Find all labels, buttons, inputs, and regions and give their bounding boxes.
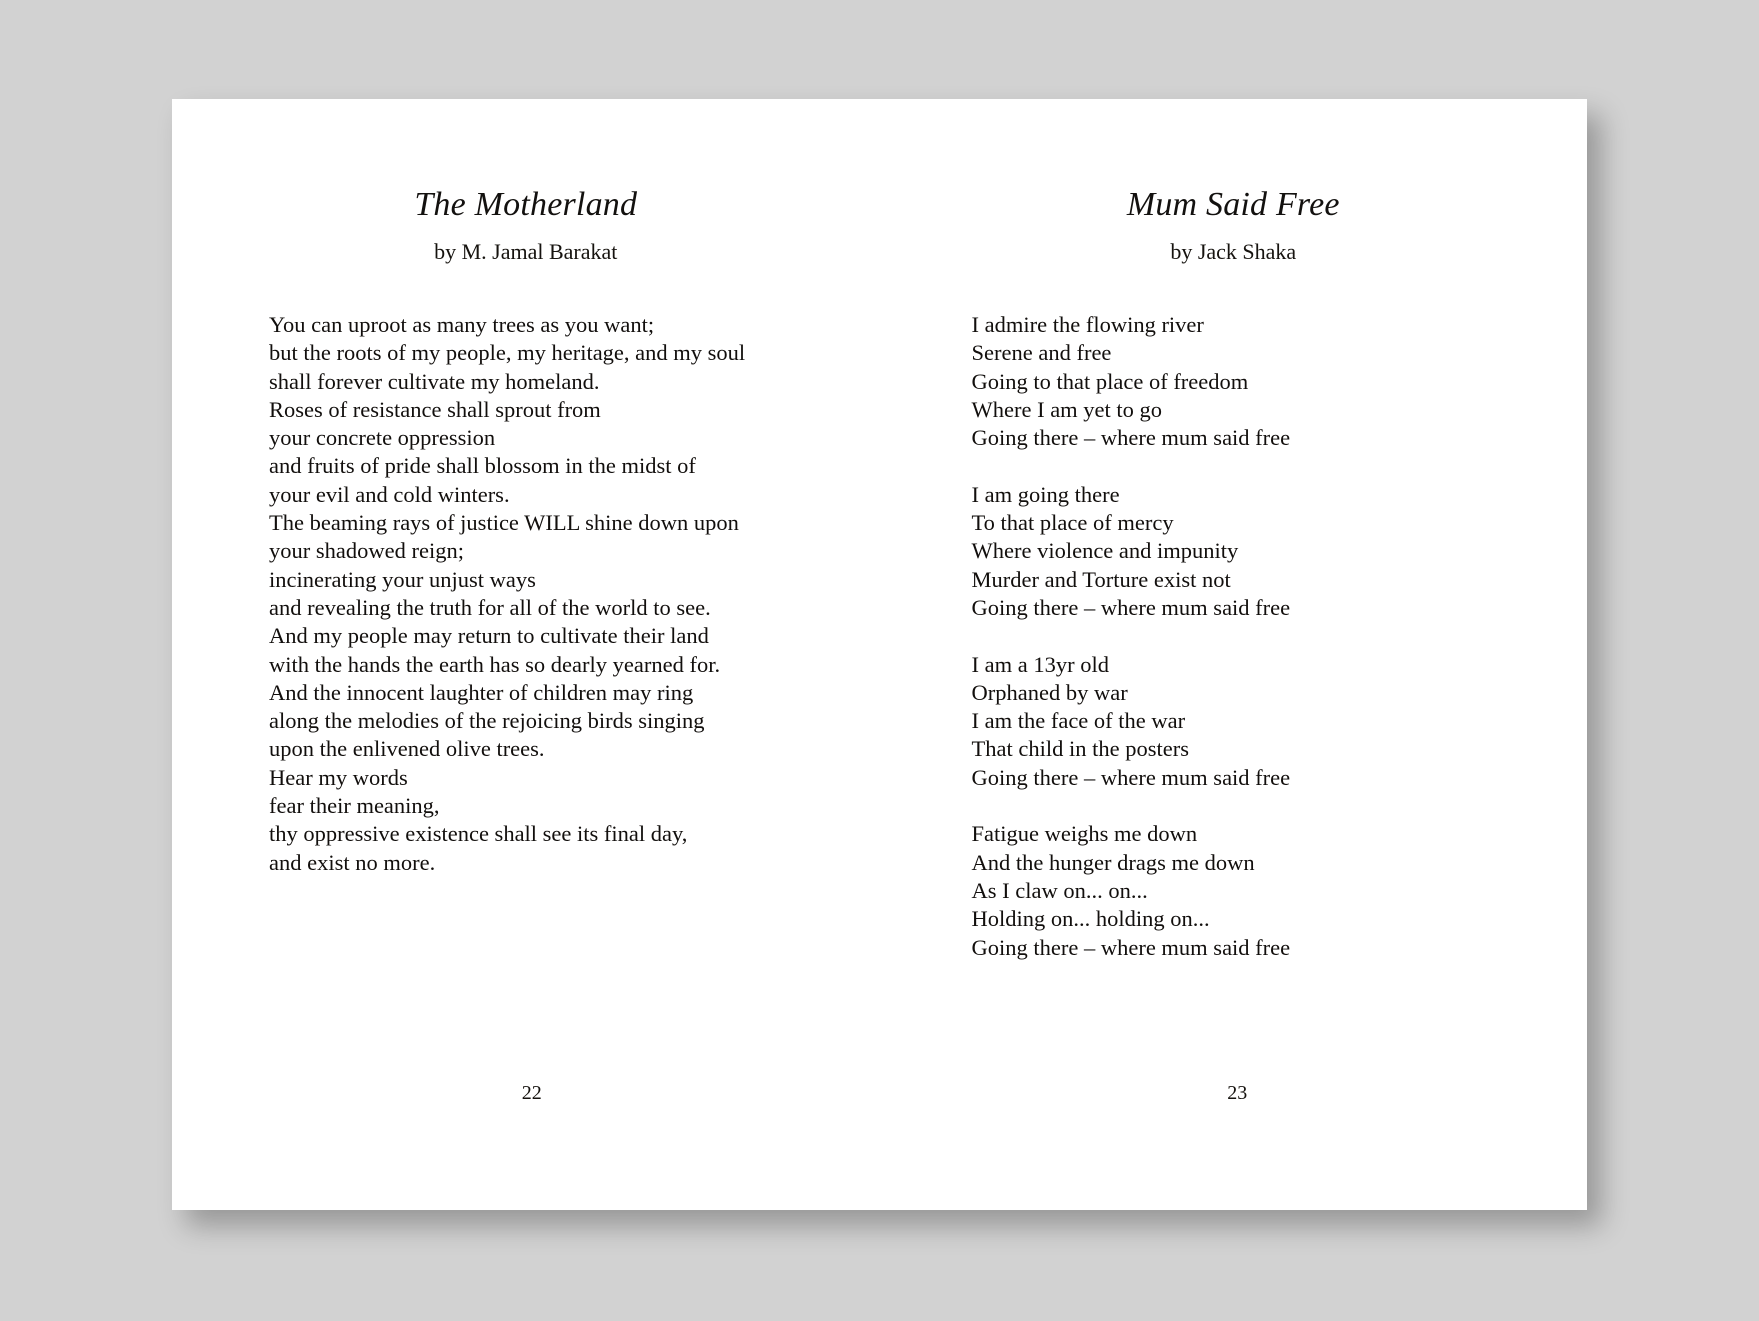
poem-line: and exist no more.: [269, 849, 436, 875]
poem-line: Where I am yet to go: [971, 396, 1163, 422]
poem-line: along the melodies of the rejoicing birds singing: [269, 708, 705, 734]
page-spread: [172, 99, 1587, 1210]
poem-line: Fatigue weighs me down: [971, 821, 1198, 847]
poem-line: your concrete oppression: [269, 425, 496, 451]
poem-line: Going to that place of freedom: [971, 368, 1249, 394]
poem-line: Hear my words: [269, 764, 408, 790]
poem-line: As I claw on... on...: [971, 877, 1148, 903]
poem-line: thy oppressive existence shall see its final day,: [269, 821, 688, 847]
poem-line: but the roots of my people, my heritage, and my soul: [269, 340, 746, 366]
poem-line: shall forever cultivate my homeland.: [269, 368, 600, 394]
poem-line: And the innocent laughter of children may ring: [269, 679, 694, 705]
poem-line: your evil and cold winters.: [269, 481, 510, 507]
poem-line: Going there – where mum said free: [971, 764, 1291, 790]
page-number-right: 23: [1227, 1082, 1248, 1104]
poem-line: Going there – where mum said free: [971, 425, 1291, 451]
poem-stanza: [972, 651, 1291, 792]
poem-title-right: Mum Said Free: [1126, 186, 1340, 223]
poem-line: That child in the posters: [971, 736, 1189, 762]
poem-line: You can uproot as many trees as you want;: [269, 312, 655, 337]
poem-body-right: [972, 311, 1291, 962]
page-number-left: 22: [521, 1082, 542, 1104]
poem-byline-right: by Jack Shaka: [1170, 239, 1297, 265]
page-left: [172, 99, 880, 1210]
poem-line: I am going there: [971, 481, 1120, 507]
poem-byline-left: by M. Jamal Barakat: [434, 239, 618, 265]
poem-line: Roses of resistance shall sprout from: [269, 396, 601, 422]
poem-line: I admire the flowing river: [971, 312, 1204, 337]
poem-line: and revealing the truth for all of the world to see.: [269, 594, 711, 620]
poem-line: I am a 13yr old: [971, 651, 1109, 677]
poem-stanza: [972, 820, 1291, 961]
poem-line: your shadowed reign;: [269, 538, 464, 564]
poem-line: To that place of mercy: [971, 510, 1174, 536]
poem-line: And the hunger drags me down: [971, 849, 1255, 875]
poem-line: I am the face of the war: [971, 708, 1186, 734]
poem-line: upon the enlivened olive trees.: [269, 736, 545, 762]
poem-stanza: [972, 481, 1291, 622]
poem-line: and fruits of pride shall blossom in the midst of: [269, 453, 696, 479]
poem-line: Where violence and impunity: [971, 538, 1239, 564]
poem-title-left: The Motherland: [414, 186, 638, 223]
poem-line: And my people may return to cultivate their land: [269, 623, 709, 649]
page-columns: [172, 99, 1587, 1210]
poem-line: Going there – where mum said free: [971, 934, 1291, 960]
poem-line: fear their meaning,: [269, 793, 440, 819]
poem-header-right: [880, 99, 1588, 265]
poem-stanza: [269, 311, 745, 877]
poem-line: Holding on... holding on...: [971, 906, 1210, 932]
poem-line: The beaming rays of justice WILL shine down upon: [269, 510, 739, 536]
page-right: [880, 99, 1588, 1210]
poem-line: Serene and free: [971, 340, 1112, 366]
poem-line: Murder and Torture exist not: [971, 566, 1231, 592]
poem-line: incinerating your unjust ways: [269, 566, 536, 592]
poem-line: with the hands the earth has so dearly yearned for.: [269, 651, 721, 677]
poem-stanza: [972, 311, 1291, 452]
poem-line: Going there – where mum said free: [971, 594, 1291, 620]
poem-line: Orphaned by war: [971, 679, 1128, 705]
poem-header-left: [172, 99, 880, 265]
poem-body-left: [269, 311, 745, 877]
